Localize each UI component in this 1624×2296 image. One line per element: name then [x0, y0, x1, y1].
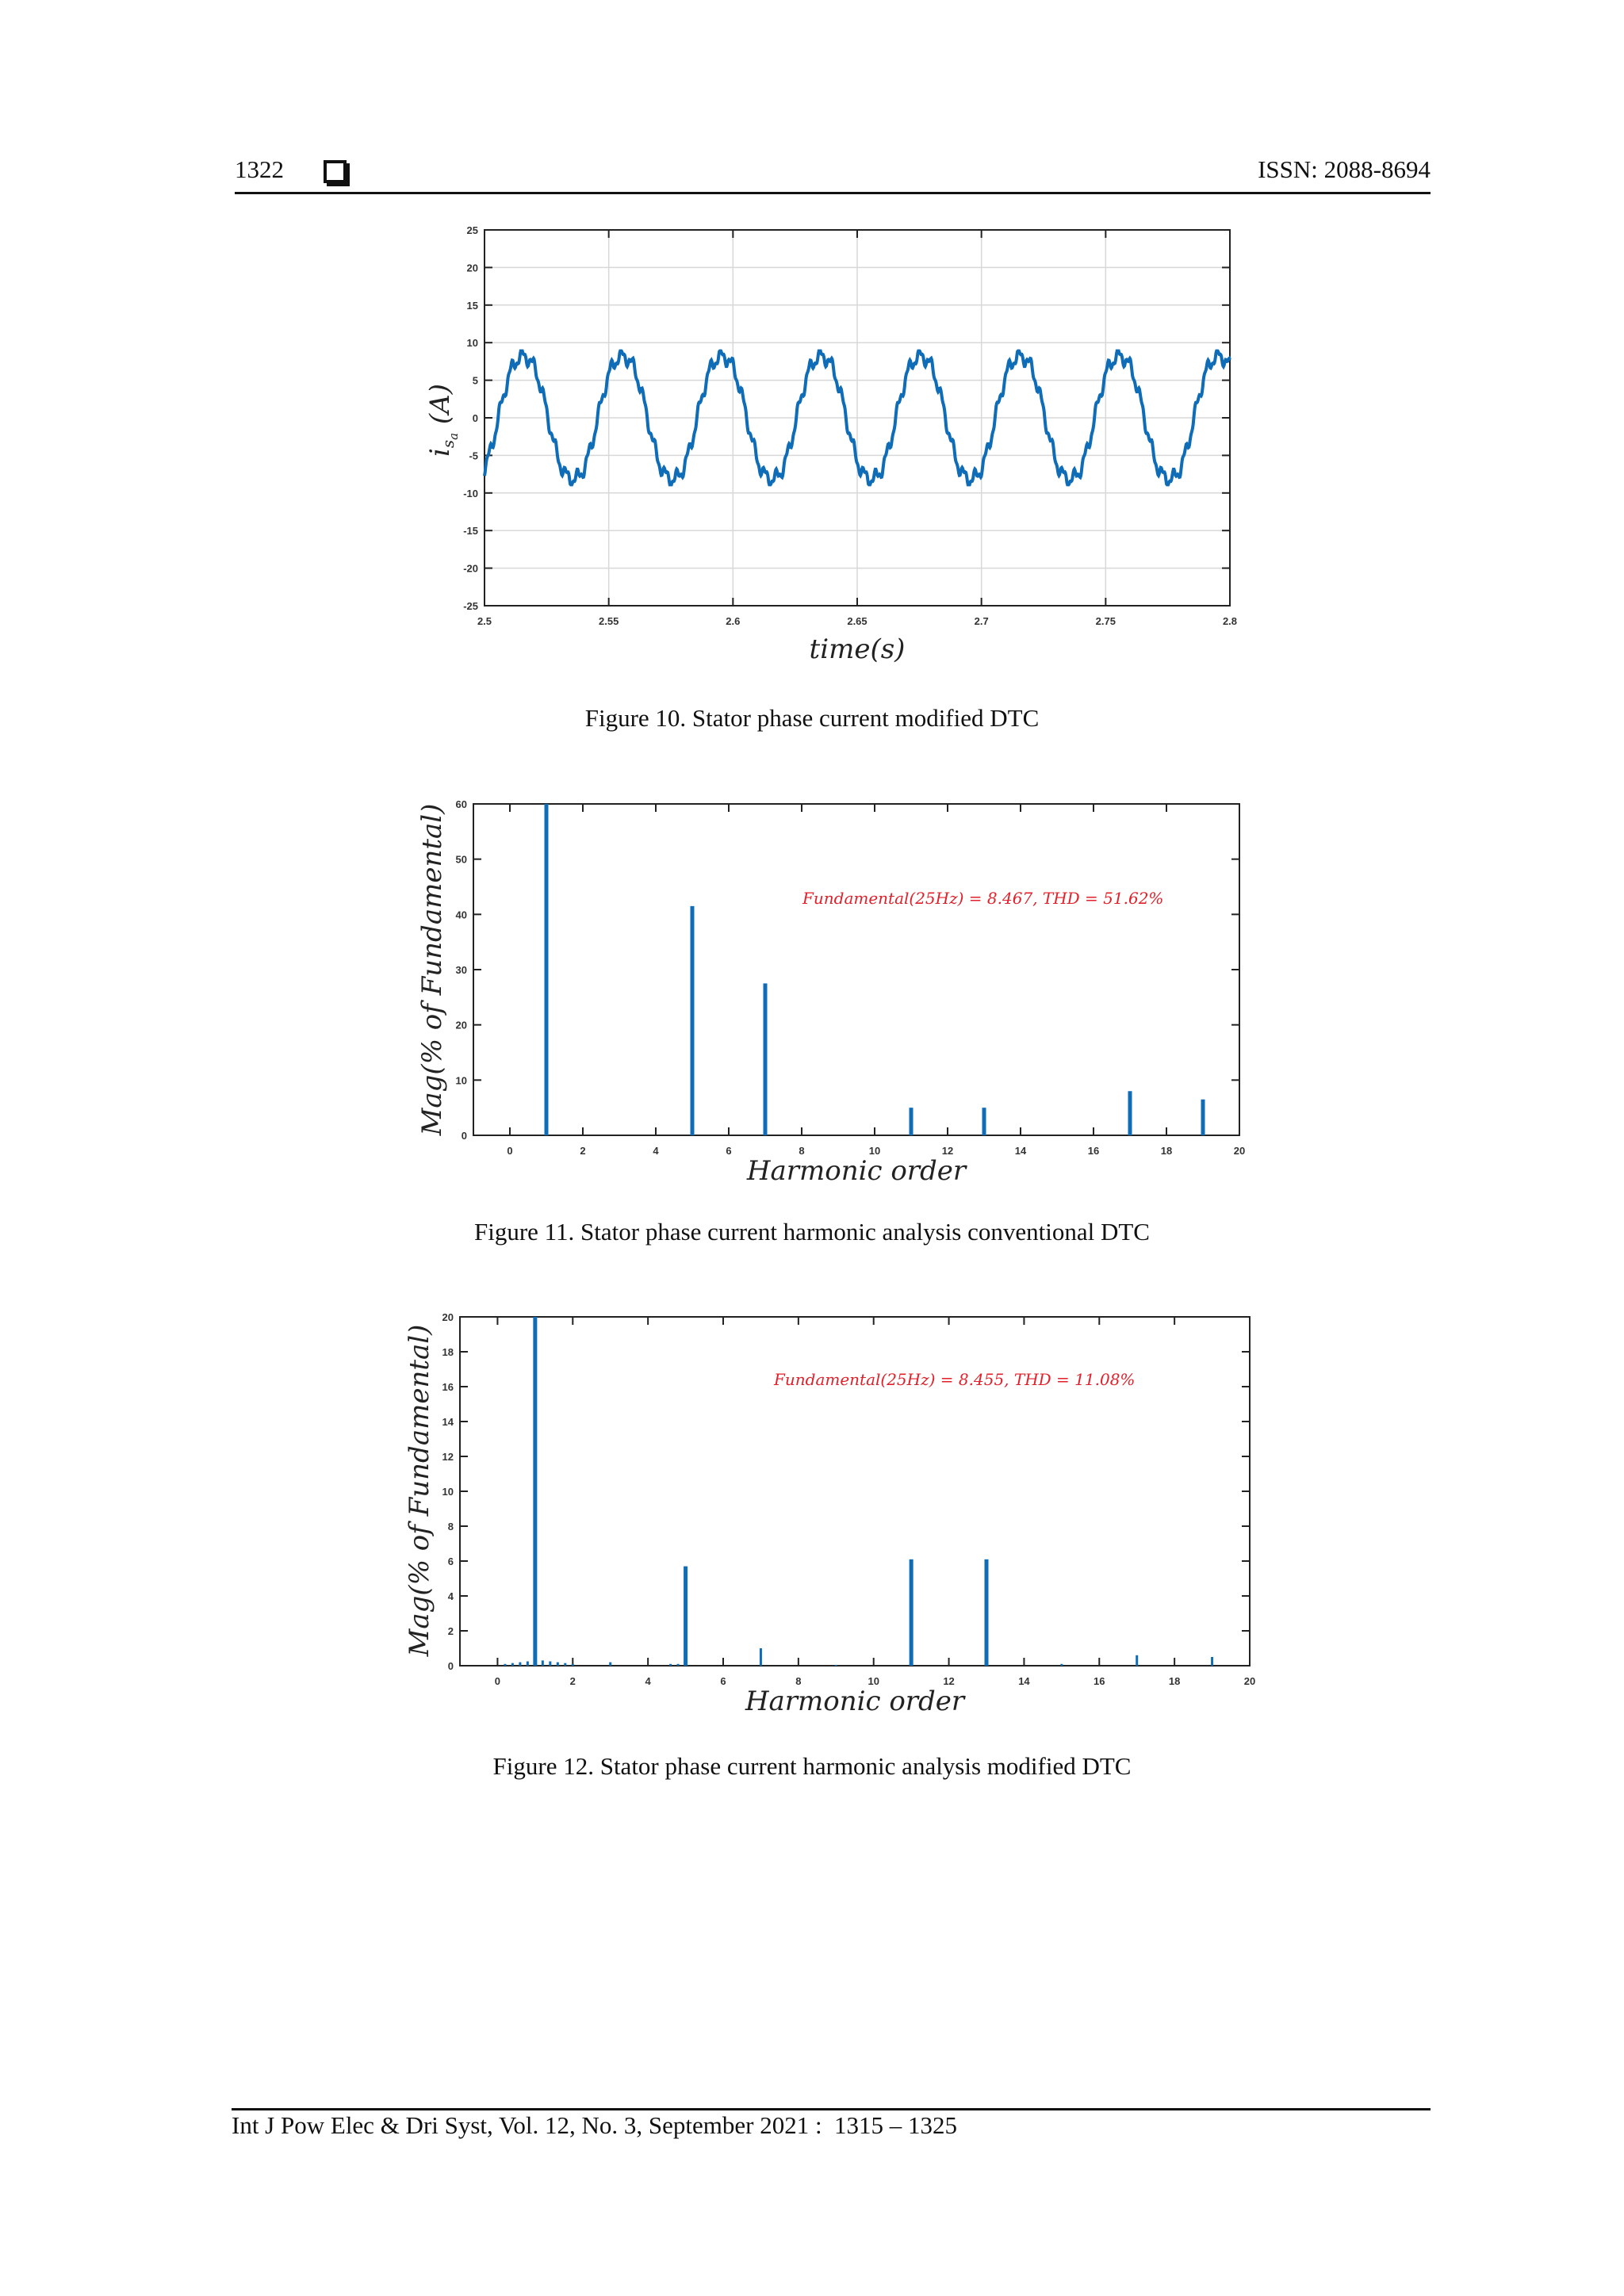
- harmonic-bar: [542, 1660, 544, 1666]
- x-tick-label: 0: [494, 1675, 501, 1687]
- harmonic-bar: [564, 1663, 566, 1666]
- y-tick-label: 10: [442, 1486, 454, 1498]
- x-tick-label: 2: [580, 1145, 586, 1157]
- x-tick-label: 2.5: [477, 615, 492, 627]
- y-tick-label: -15: [463, 525, 478, 538]
- y-tick-label: 50: [455, 853, 467, 866]
- harmonic-bar: [910, 1559, 914, 1666]
- harmonic-bar: [572, 1664, 574, 1666]
- y-tick-label: 60: [455, 798, 467, 810]
- axis-ticks: [442, 1311, 1256, 1687]
- thd-annotation: Fundamental(25Hz) = 8.467, THD = 51.62%: [802, 889, 1164, 908]
- harmonic-bar: [1211, 1657, 1213, 1666]
- x-axis-label: Harmonic order: [746, 1155, 967, 1187]
- figure-10-caption: Figure 10. Stator phase current modified DTC: [584, 704, 1040, 732]
- issn-label: ISSN: 2088-8694: [1258, 155, 1431, 183]
- y-tick-label: 6: [447, 1556, 454, 1567]
- y-tick-label: 18: [442, 1346, 454, 1358]
- x-axis-label: time(s): [809, 633, 906, 665]
- x-tick-label: 2.75: [1095, 615, 1116, 627]
- page-number: 1322: [235, 155, 284, 183]
- y-axis-label: Mag(% of Fundamental): [416, 803, 448, 1136]
- y-tick-label: -25: [463, 600, 478, 612]
- y-tick-label: 25: [466, 224, 478, 236]
- x-tick-label: 18: [1160, 1145, 1173, 1157]
- harmonic-bar: [545, 804, 549, 1135]
- y-tick-label: 20: [455, 1019, 467, 1031]
- y-tick-label: 10: [466, 337, 478, 350]
- axis-ticks: [463, 224, 1237, 627]
- y-tick-label: 4: [447, 1590, 454, 1602]
- figure-10-chart: [424, 224, 1237, 665]
- y-tick-label: 0: [461, 1130, 467, 1142]
- harmonic-bar: [504, 1664, 506, 1666]
- plot-frame: [473, 804, 1239, 1135]
- harmonic-bar: [1201, 1100, 1205, 1135]
- harmonic-bar: [557, 1663, 559, 1666]
- thd-annotation: Fundamental(25Hz) = 8.455, THD = 11.08%: [774, 1370, 1136, 1389]
- x-axis-label: Harmonic order: [745, 1686, 965, 1717]
- x-tick-label: 18: [1168, 1675, 1181, 1687]
- harmonic-bar: [910, 1108, 914, 1135]
- y-tick-label: 5: [472, 374, 478, 387]
- y-tick-label: -20: [463, 562, 478, 575]
- harmonic-bars: [545, 804, 1205, 1135]
- harmonic-bar: [609, 1663, 611, 1666]
- x-tick-label: 2.6: [726, 615, 741, 627]
- x-tick-label: 4: [653, 1145, 659, 1157]
- y-tick-label: 14: [442, 1416, 454, 1428]
- y-tick-label: 12: [442, 1451, 454, 1463]
- harmonic-bar: [764, 983, 768, 1135]
- y-tick-label: 20: [466, 262, 478, 274]
- harmonic-bar: [511, 1663, 514, 1666]
- y-axis-label: isa (A): [424, 384, 461, 457]
- harmonic-bar: [691, 906, 695, 1135]
- figure-11-caption: Figure 11. Stator phase current harmonic analysis conventional DTC: [473, 1218, 1150, 1246]
- x-tick-label: 20: [1243, 1675, 1256, 1687]
- harmonic-bar: [549, 1662, 551, 1667]
- y-tick-label: 2: [447, 1625, 454, 1637]
- y-tick-label: 40: [455, 909, 467, 921]
- harmonic-bar: [1060, 1664, 1063, 1666]
- x-tick-label: 10: [868, 1145, 881, 1157]
- y-tick-label: 16: [442, 1381, 454, 1393]
- y-tick-label: 15: [466, 299, 478, 312]
- y-tick-label: 0: [472, 412, 478, 424]
- harmonic-bar: [519, 1663, 521, 1666]
- footer-citation: Int J Pow Elec & Dri Syst, Vol. 12, No. 3, September 2021 : 1315 – 1325: [232, 2111, 958, 2139]
- figure-12-chart: [404, 1311, 1255, 1717]
- x-tick-label: 14: [1018, 1675, 1030, 1687]
- x-tick-label: 2.7: [974, 615, 989, 627]
- x-tick-label: 8: [795, 1675, 802, 1687]
- x-tick-label: 6: [720, 1675, 726, 1687]
- x-tick-label: 2: [569, 1675, 576, 1687]
- y-tick-label: -10: [463, 487, 478, 499]
- y-tick-label: 20: [442, 1311, 454, 1323]
- x-tick-label: 2.65: [847, 615, 868, 627]
- plot-frame: [460, 1317, 1250, 1666]
- harmonic-bar: [985, 1559, 989, 1666]
- x-tick-label: 16: [1087, 1145, 1100, 1157]
- harmonic-bar: [1128, 1091, 1132, 1135]
- harmonic-bar: [835, 1665, 837, 1666]
- harmonic-bar: [1136, 1655, 1138, 1666]
- harmonic-bar: [684, 1567, 688, 1666]
- figure-12-caption: Figure 12. Stator phase current harmonic analysis modified DTC: [492, 1752, 1132, 1780]
- figure-11-chart: [416, 798, 1245, 1187]
- x-tick-label: 10: [868, 1675, 879, 1687]
- x-tick-label: 6: [726, 1145, 732, 1157]
- x-tick-label: 16: [1094, 1675, 1105, 1687]
- x-tick-label: 12: [943, 1675, 955, 1687]
- y-tick-label: -5: [469, 450, 478, 462]
- y-tick-label: 0: [447, 1660, 454, 1672]
- axis-ticks: [456, 798, 1246, 1157]
- footer-rule: [232, 2108, 1431, 2110]
- harmonic-bar: [527, 1662, 529, 1667]
- harmonic-bar: [677, 1664, 680, 1666]
- x-tick-label: 20: [1233, 1145, 1246, 1157]
- y-axis-label: Mag(% of Fundamental): [404, 1324, 435, 1657]
- y-tick-label: 10: [455, 1074, 467, 1087]
- x-tick-label: 14: [1014, 1145, 1027, 1157]
- y-tick-label: 8: [447, 1521, 454, 1533]
- harmonic-bar: [760, 1648, 762, 1666]
- x-tick-label: 12: [941, 1145, 954, 1157]
- harmonic-bar: [533, 1317, 537, 1666]
- x-tick-label: 2.55: [599, 615, 619, 627]
- y-tick-label: 30: [455, 964, 467, 976]
- harmonic-bar: [669, 1664, 672, 1666]
- harmonic-bars: [504, 1317, 1213, 1666]
- x-tick-label: 0: [507, 1145, 513, 1157]
- x-tick-label: 4: [645, 1675, 651, 1687]
- x-tick-label: 2.8: [1222, 615, 1238, 627]
- x-tick-label: 8: [799, 1145, 805, 1157]
- harmonic-bar: [982, 1108, 986, 1135]
